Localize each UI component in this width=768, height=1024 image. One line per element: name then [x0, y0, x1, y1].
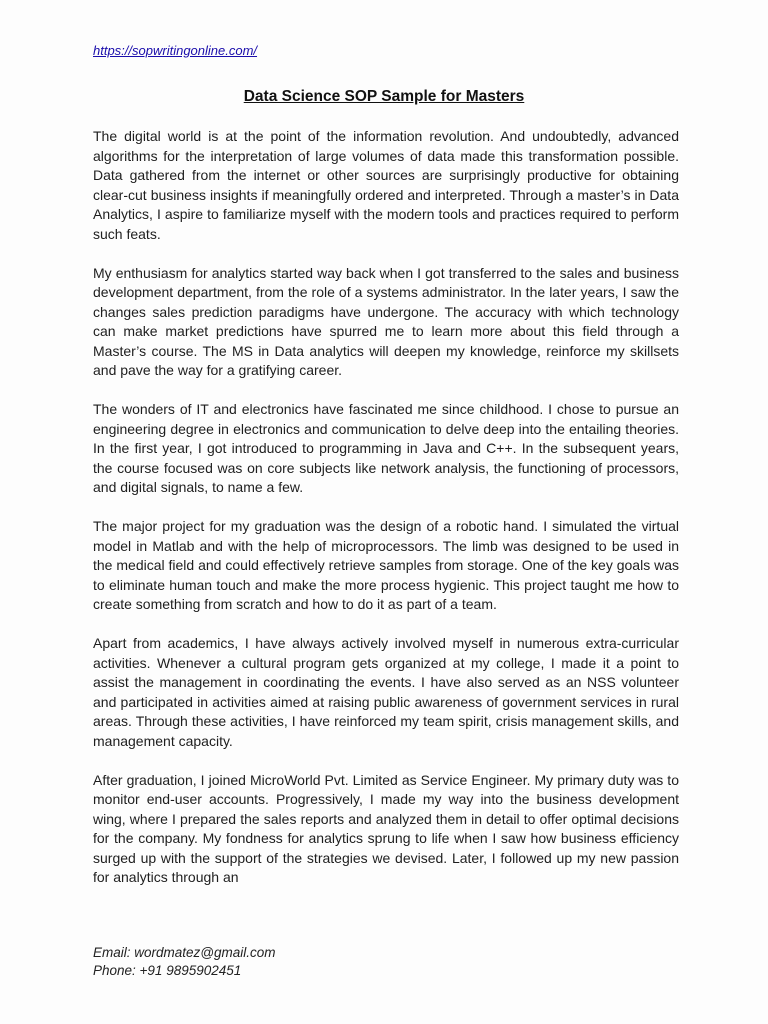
- document-title: Data Science SOP Sample for Masters: [243, 88, 525, 105]
- footer-phone: Phone: +91 9895902451: [93, 963, 242, 978]
- website-link[interactable]: https://sopwritingonline.com/: [93, 43, 258, 58]
- paragraph-4: The major project for my graduation was the design of a robotic hand. I simulated the virtual model in Matlab and with the help of microprocessors. The limb was designed to be used in the medical field and could effectively retrieve samples from storage. One of the key goals was to eliminate human touch and make the more process hygienic. This project taught me how to create something from scratch and how to do it as part of a team.: [93, 518, 679, 612]
- paragraph-6: After graduation, I joined MicroWorld Pvt. Limited as Service Engineer. My primary duty was to monitor end-user accounts. Progressively, I made my way into the business development wing, where I prepared the sales reports and analyzed them in detail to offer optimal decisions for the company. My fondness for analytics sprung to life when I saw how business efficiency surged up with the support of the strategies we devised. Later, I followed up my new passion for analytics through an: [93, 771, 679, 885]
- paragraph-1: The digital world is at the point of the information revolution. And undoubtedly, advanced algorithms for the interpretation of large volumes of data made this transformation possible. Data gathered from the internet or other sources are surprisingly productive for obtaining clear-cut business insights if meaningfully ordered and interpreted. Through a master’s in Data Analytics, I aspire to familiarize myself with the modern tools and practices required to perform such feats.: [93, 128, 679, 242]
- footer-email: Email: wordmatez@gmail.com: [93, 945, 276, 960]
- document-body: [93, 127, 679, 907]
- paragraph-2: My enthusiasm for analytics started way back when I got transferred to the sales and business development department, from the role of a systems administrator. In the later years, I saw the changes sales prediction paradigms have undergone. The accuracy with which technology can make market predictions have spurred me to learn more about this field through a Master’s course. The MS in Data analytics will deepen my knowledge, reinforce my skillsets and pave the way for a gratifying career.: [93, 264, 679, 378]
- paragraph-3: The wonders of IT and electronics have fascinated me since childhood. I chose to pursue an engineering degree in electronics and communication to delve deep into the entailing theories. In the first year, I got introduced to programming in Java and C++. In the subsequent years, the course focused was on core subjects like network analysis, the functioning of processors, and digital signals, to name a few.: [93, 401, 679, 495]
- paragraph-5: Apart from academics, I have always actively involved myself in numerous extra-curricular activities. Whenever a cultural program gets organized at my college, I made it a point to assist the management in coordinating the events. I have also served as an NSS volunteer and participated in activities aimed at raising public awareness of government services in rural areas. Through these activities, I have reinforced my team spirit, crisis management skills, and management capacity.: [93, 635, 679, 749]
- contact-footer: [93, 944, 276, 980]
